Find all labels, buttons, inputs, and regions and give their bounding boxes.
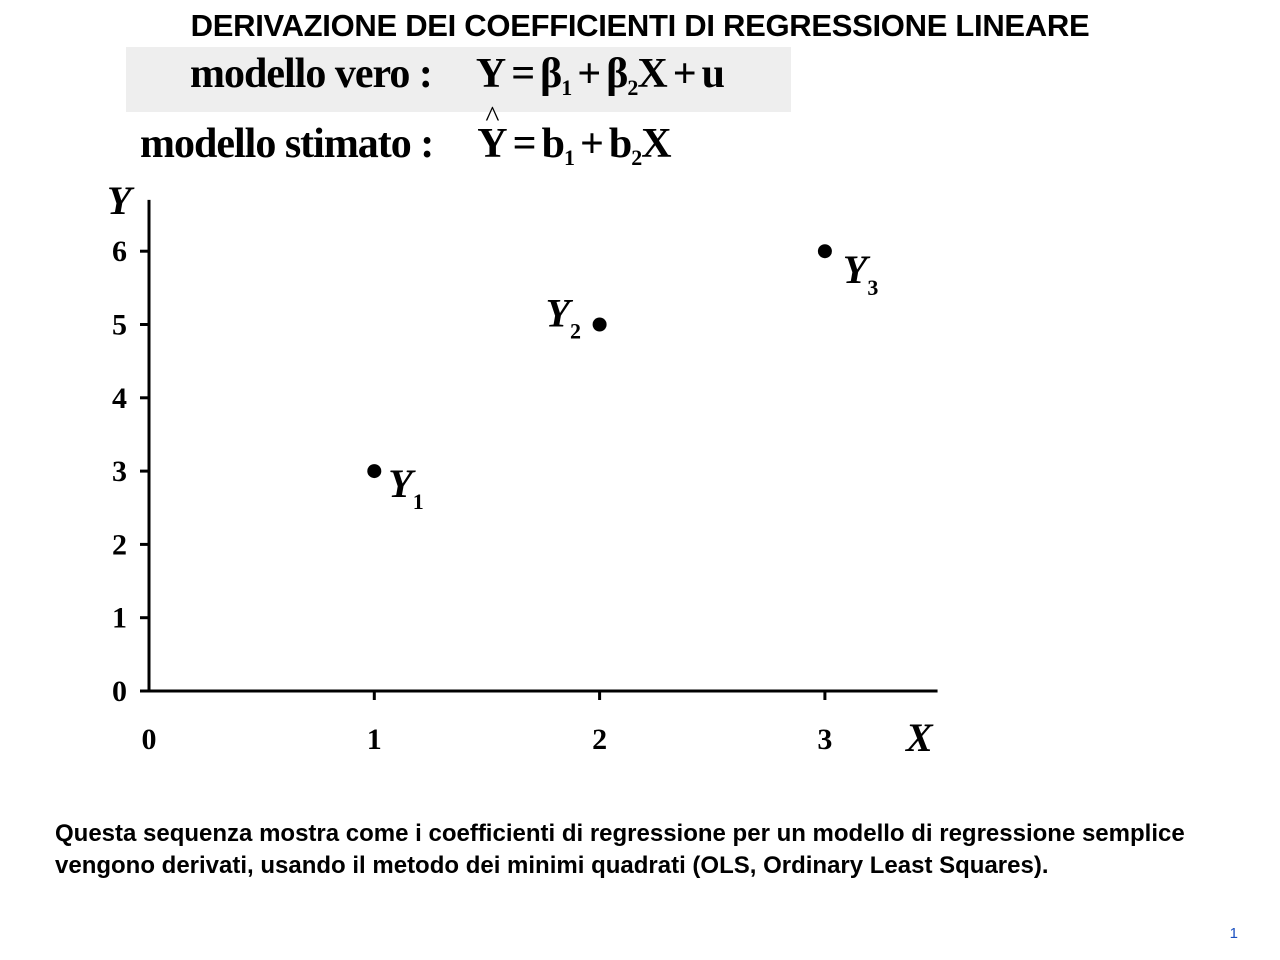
y-tick-label: 5 xyxy=(112,308,127,342)
fitted-model-b2-sub: 2 xyxy=(631,145,642,170)
data-points xyxy=(367,244,878,514)
x-tick-label: 1 xyxy=(366,723,382,756)
data-point-label: $Y_1$ xyxy=(388,461,424,515)
y-tick-label: 2 xyxy=(112,528,127,562)
data-point xyxy=(367,464,381,478)
data-point xyxy=(593,318,607,332)
true-model-plus2: + xyxy=(672,51,696,97)
y-axis-label: Y xyxy=(107,178,132,223)
x-axis-label: X xyxy=(906,715,933,760)
true-model-x: X xyxy=(637,51,667,97)
x-tick-label: 2 xyxy=(592,723,608,756)
true-model-equals: = xyxy=(511,51,535,97)
fitted-model-label: modello stimato : xyxy=(140,121,434,167)
data-point xyxy=(818,244,832,258)
true-model-beta1-sub: 1 xyxy=(561,75,572,100)
fitted-model-yhat: ^ Y xyxy=(477,120,506,168)
slide-title: DERIVAZIONE DEI COEFFICIENTI DI REGRESSIONE LINEARE xyxy=(190,8,1090,43)
y-ticks xyxy=(112,235,149,708)
data-point-label: $Y_3$ xyxy=(842,247,879,301)
y-tick-label: 6 xyxy=(112,235,127,269)
true-model-label: modello vero : xyxy=(190,51,432,97)
page-number: 1 xyxy=(1229,925,1238,942)
true-model-plus1: + xyxy=(577,51,601,97)
y-tick-label: 4 xyxy=(112,381,127,415)
fitted-model-b2: b xyxy=(608,121,632,167)
true-model-beta2: β xyxy=(606,51,628,97)
x-tick-label: 0 xyxy=(141,723,157,756)
true-model-beta2-sub: 2 xyxy=(627,75,638,100)
caption-text: Questa sequenza mostra come i coefficienti di regressione per un modello di regressione semplice vengono derivati, usando il metodo dei minimi quadrati (OLS, Ordinary Least Squares). xyxy=(55,820,1185,879)
fitted-model-x: X xyxy=(641,121,671,167)
x-ticks xyxy=(142,691,833,756)
true-model-u: u xyxy=(701,51,724,97)
true-model-y: Y xyxy=(475,51,506,97)
fitted-model-b1: b xyxy=(541,121,564,167)
data-point-label: $Y_2$ xyxy=(545,290,582,344)
y-tick-label: 0 xyxy=(112,675,127,708)
y-tick-label: 1 xyxy=(112,601,127,635)
x-tick-label: 3 xyxy=(817,723,833,756)
fitted-model-equals: = xyxy=(512,121,536,167)
true-model-beta1: β xyxy=(540,51,562,97)
y-tick-label: 3 xyxy=(112,455,127,489)
fitted-model-b1-sub: 1 xyxy=(563,145,574,170)
fitted-model-plus: + xyxy=(579,121,603,167)
